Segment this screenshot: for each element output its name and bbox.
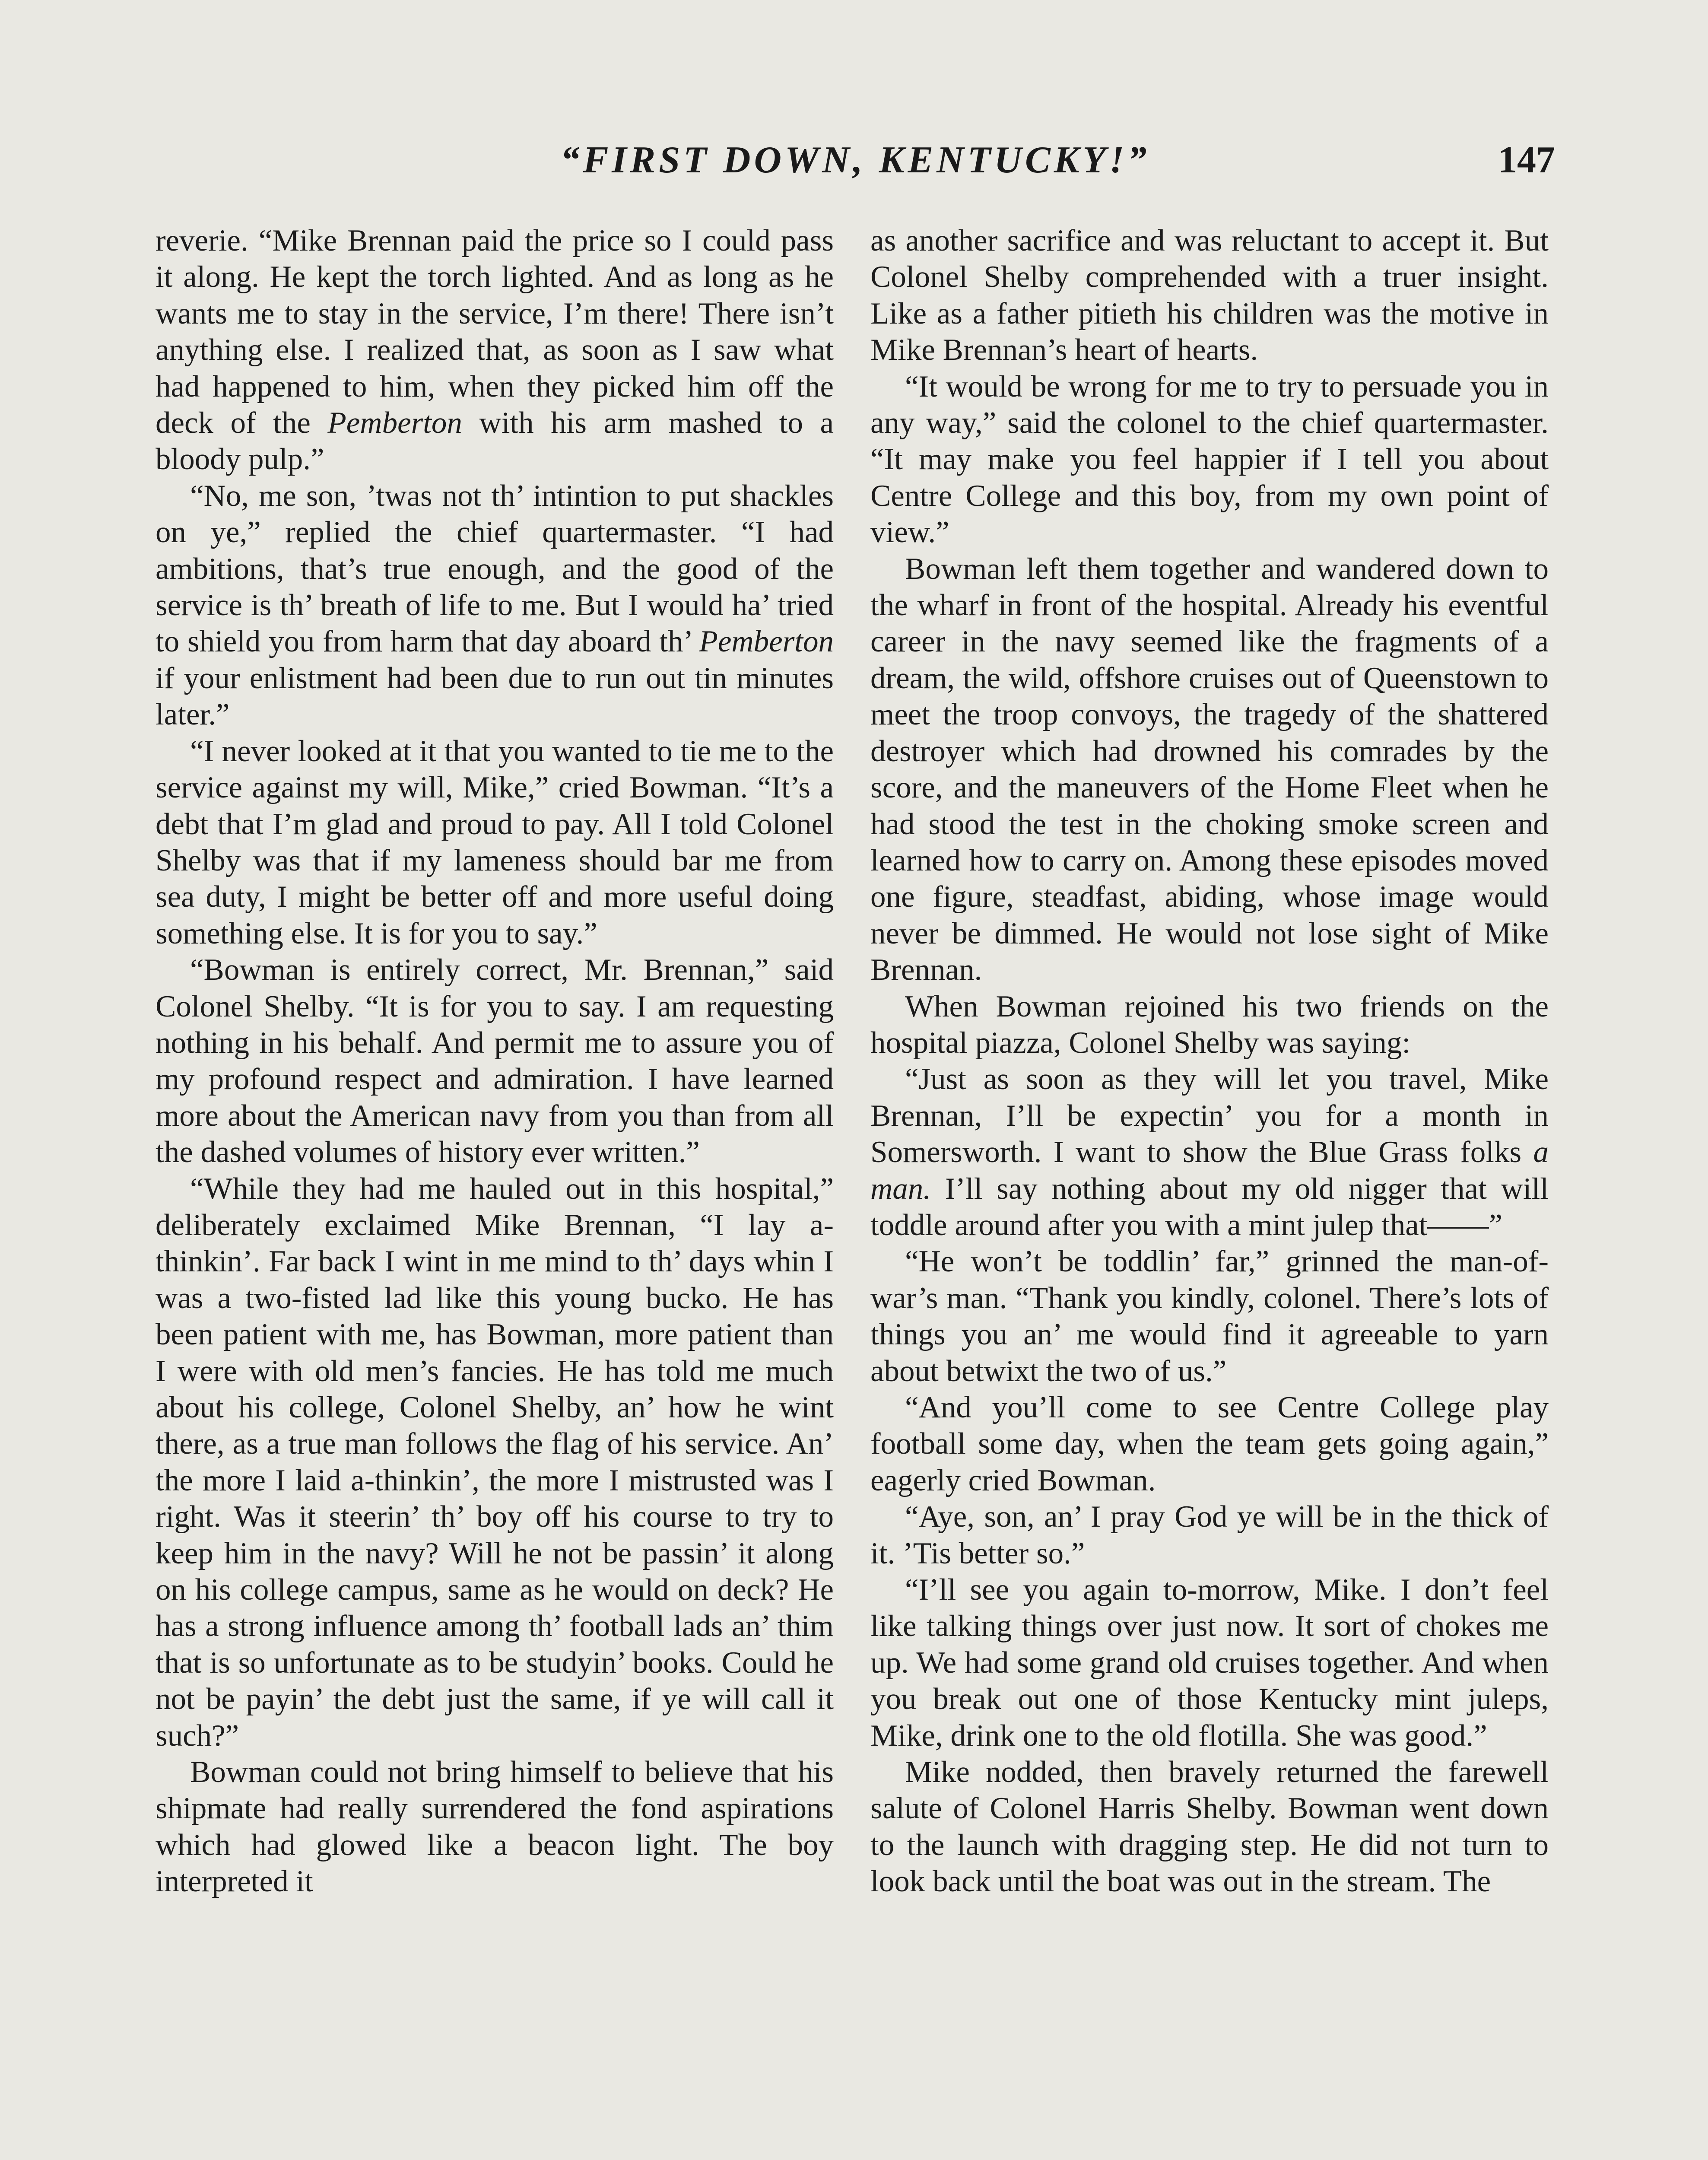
running-title: “FIRST DOWN, KENTUCKY!” <box>560 139 1150 181</box>
page-header <box>156 130 1555 194</box>
paragraph: “Aye, son, an’ I pray God ye will be in the thick of it. ’Tis better so.” <box>870 1500 1549 1570</box>
text-run: with his arm mashed to a bloody pulp.” <box>156 406 834 476</box>
paragraph: “He won’t be toddlin’ far,” grinned the man-of-war’s man. “Thank you kindly, colonel. There’s lots of things you an’ me would find it agreeable to yarn about betwixt the two of us.” <box>870 1245 1549 1388</box>
paragraph: “And you’ll come to see Centre College play football some day, when the team gets going again,” eagerly cried Bowman. <box>870 1391 1549 1497</box>
paragraph <box>870 1061 1549 1243</box>
paragraph: as another sacrifice and was reluctant to accept it. But Colonel Shelby comprehended with a truer insight. Like as a father pitieth his children was the motive in Mike Brennan’s heart of hearts. <box>870 224 1549 367</box>
text-run: if your enlistment had been due to run out tin minutes later.” <box>156 661 834 732</box>
paragraph <box>156 222 834 478</box>
text-run: “Just as soon as they will let you travel, Mike Brennan, I’ll be expectin’ you for a month in Somersworth. I want to show the Blue Grass folks <box>870 1062 1549 1169</box>
paragraph: “It would be wrong for me to try to persuade you in any way,” said the colonel to the chief quartermaster. “It may make you feel happier if I tell you about Centre College and this boy, from my own point of view.” <box>870 369 1549 550</box>
right-column <box>870 222 1549 1900</box>
text-run: “No, me son, ’twas not th’ intintion to put shackles on ye,” replied the chief quartermaster. “I had ambitions, that’s true enough, and the good of the service is th’ breath of life to me. But I would ha’ tried to shield you from harm that day aboard th’ <box>156 479 834 659</box>
paragraph: Mike nodded, then bravely returned the farewell salute of Colonel Harris Shelby. Bowman went down to the launch with dragging step. He did not turn to look back until the boat was out in the stream. The <box>870 1755 1549 1899</box>
paragraph: “Bowman is entirely correct, Mr. Brennan,” said Colonel Shelby. “It is for you to say. I am requesting nothing in his behalf. And permit me to assure you of my profound respect and admiration. I have learned more about the American navy from you than from all the dashed volumes of history ever written.” <box>156 953 834 1169</box>
paragraph: “I never looked at it that you wanted to tie me to the service against my will, Mike,” cried Bowman. “It’s a debt that I’m glad and proud to pay. All I told Colonel Shelby was that if my lameness should bar me from sea duty, I might be better off and more useful doing something else. It is for you to say.” <box>156 734 834 950</box>
italic-ship-name: Pemberton <box>327 406 462 440</box>
paragraph: “While they had me hauled out in this hospital,” deliberately exclaimed Mike Brennan, “I lay a-thinkin’. Far back I wint in me mind to th’ days whin I was a two-fisted lad like this young bucko. He has been patient with me, has Bowman, more patient than I were with old men’s fancies. He has told me much about his college, Colonel Shelby, an’ how he wint there, as a true man follows the flag of his service. An’ the more I laid a-thinkin’, the more I mistrusted was I right. Was it steerin’ th’ boy off his course to try to keep him in the navy? Will he not be passin’ it along on his college campus, same as he would on deck? He has a strong influence among th’ football lads an’ thim that is so unfortunate as to be studyin’ books. Could he not be payin’ the debt just the same, if ye will call it such?” <box>156 1172 834 1753</box>
italic-ship-name: Pemberton <box>699 625 834 659</box>
paragraph <box>156 478 834 733</box>
paragraph: Bowman could not bring himself to believe that his shipmate had really surrendered the fond aspirations which had glowed like a beacon light. The boy interpreted it <box>156 1755 834 1899</box>
text-run: I’ll say nothing about my old nigger that will toddle around after you with a mint julep that——” <box>870 1172 1549 1242</box>
page-number: 147 <box>1498 139 1555 181</box>
italic-emphasis: a man. <box>870 1135 1549 1206</box>
text-run: reverie. “Mike Brennan paid the price so I could pass it along. He kept the torch lighted. And as long as he wants me to stay in the service, I’m there! There isn’t anything else. I realized that, as soon as I saw what had happened to him, when they picked him off the deck of the <box>156 224 834 440</box>
paragraph: Bowman left them together and wandered down to the wharf in front of the hospital. Already his eventful career in the navy seemed like the fragments of a dream, the wild, offshore cruises out of Queenstown to meet the troop convoys, the tragedy of the shattered destroyer which had drowned his comrades by the score, and the maneuvers of the Home Fleet when he had stood the test in the choking smoke screen and learned how to carry on. Among these episodes moved one figure, steadfast, abiding, whose image would never be dimmed. He would not lose sight of Mike Brennan. <box>870 552 1549 987</box>
paragraph: When Bowman rejoined his two friends on the hospital piazza, Colonel Shelby was saying: <box>870 989 1549 1060</box>
paragraph: “I’ll see you again to-morrow, Mike. I don’t feel like talking things over just now. It sort of chokes me up. We had some grand old cruises together. And when you break out one of those Kentucky mint juleps, Mike, drink one to the old flotilla. She was good.” <box>870 1573 1549 1753</box>
left-column <box>156 222 834 1900</box>
